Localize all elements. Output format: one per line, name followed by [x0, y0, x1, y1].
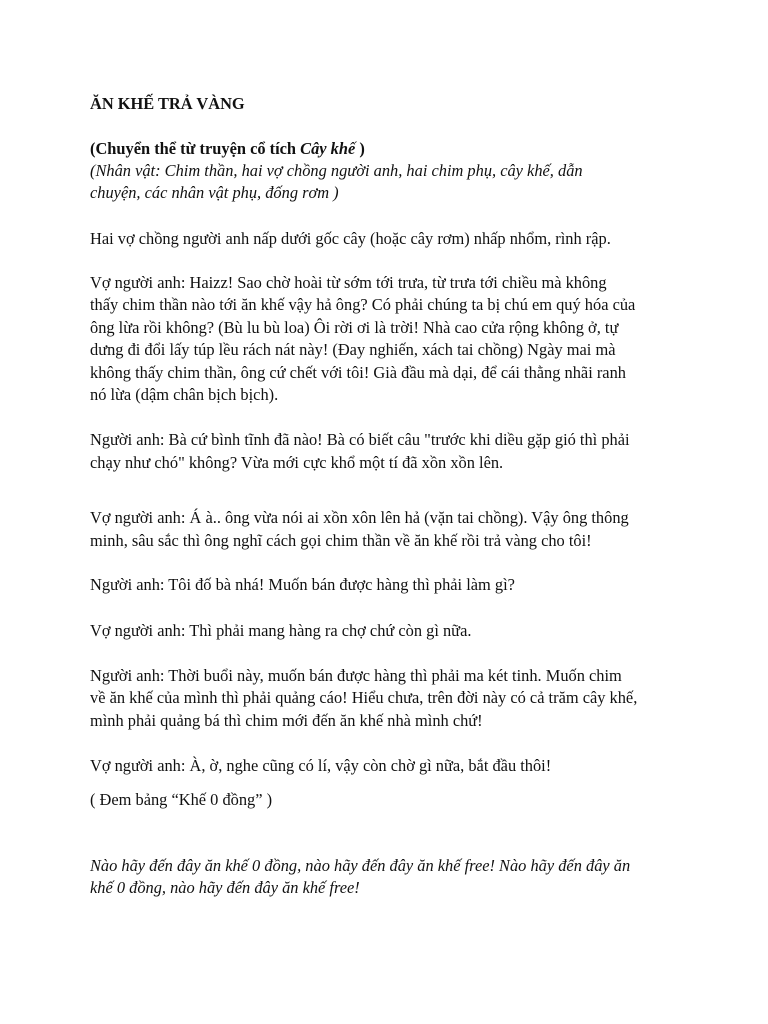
paragraph-line: Vợ người anh: Thì phải mang hàng ra chợ chứ còn gì nữa. [90, 621, 472, 640]
paragraph-line: Vợ người anh: Haizz! Sao chờ hoài từ sớm tới trưa, từ trưa tới chiều mà không [90, 273, 607, 292]
chant-line: khế 0 đồng, nào hãy đến đây ăn khế free! [90, 878, 360, 897]
paragraph-line: không thấy chim thần, ông cứ chết với tôi! Già đầu mà dại, để cái thằng nhãi ranh [90, 363, 626, 382]
paragraph-line: ông lừa rồi không? (Bù lu bù loa) Ôi rời ơi là trời! Nhà cao cửa rộng không ở, tự [90, 318, 619, 337]
paragraph-line: Hai vợ chồng người anh nấp dưới gốc cây (hoặc cây rơm) nhấp nhổm, rình rập. [90, 229, 611, 248]
chant-line: Nào hãy đến đây ăn khế 0 đồng, nào hãy đến đây ăn khế free! Nào hãy đến đây ăn [90, 856, 631, 875]
paragraph-line: ( Đem bảng “Khế 0 đồng” ) [90, 790, 273, 809]
paragraph-line: minh, sâu sắc thì ông nghĩ cách gọi chim thần về ăn khế rồi trả vàng cho tôi! [90, 531, 592, 550]
paragraph-line: Người anh: Bà cứ bình tĩnh đã nào! Bà có biết câu "trước khi diều gặp gió thì phải [90, 430, 630, 449]
paragraph-line: mình phải quảng bá thì chim mới đến ăn khế nhà mình chứ! [90, 711, 483, 730]
document-subtitle [90, 138, 365, 160]
paragraph-line: dưng đi đổi lấy túp lều rách nát này! (Đay nghiến, xách tai chồng) Ngày mai mà [90, 340, 616, 359]
paragraph-line: thấy chim thần nào tới ăn khế vậy hả ông? Có phải chúng ta bị chú em quý hóa của [90, 295, 636, 314]
paragraph-line: Người anh: Tôi đố bà nhá! Muốn bán được hàng thì phải làm gì? [90, 575, 515, 594]
subtitle-story-name: Cây khế [300, 139, 356, 158]
characters-note-line: (Nhân vật: Chim thần, hai vợ chồng người anh, hai chim phụ, cây khế, dẫn [90, 161, 583, 180]
subtitle-suffix: ) [355, 139, 365, 158]
subtitle-prefix: (Chuyển thể từ truyện cổ tích [90, 139, 301, 158]
paragraph-line: Vợ người anh: Á à.. ông vừa nói ai xồn xôn lên hả (vặn tai chồng). Vậy ông thông [90, 508, 629, 527]
paragraph-line: nó lừa (dậm chân bịch bịch). [90, 385, 279, 404]
paragraph-line: chạy như chó" không? Vừa mới cực khổ một tí đã xồn xồn lên. [90, 453, 504, 472]
document-title: ĂN KHẾ TRẢ VÀNG [90, 94, 245, 113]
paragraph-line: về ăn khế của mình thì phải quảng cáo! Hiểu chưa, trên đời này có cả trăm cây khế, [90, 688, 638, 707]
paragraph-line: Người anh: Thời buổi này, muốn bán được hàng thì phải ma két tinh. Muốn chim [90, 666, 622, 685]
paragraph-line: Vợ người anh: À, ờ, nghe cũng có lí, vậy còn chờ gì nữa, bắt đầu thôi! [90, 756, 552, 775]
characters-note-line: chuyện, các nhân vật phụ, đống rơm ) [90, 183, 339, 202]
